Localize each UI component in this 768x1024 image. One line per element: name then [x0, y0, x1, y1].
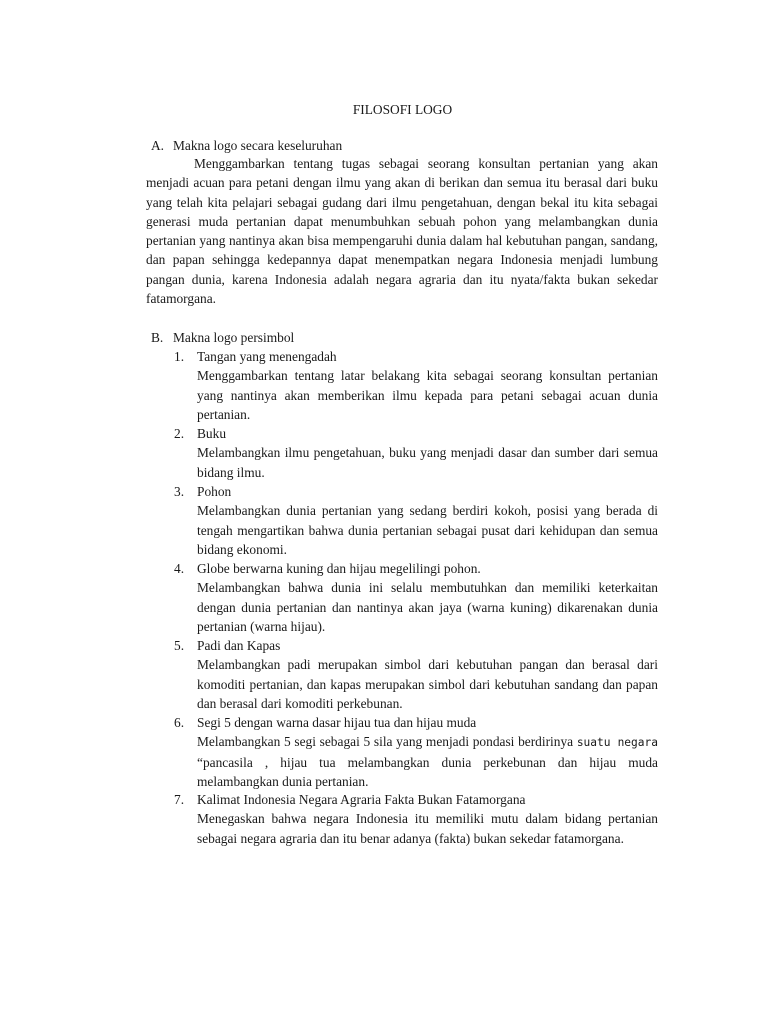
list-item-number: 1.: [174, 349, 185, 364]
section-a-paragraph: [146, 154, 658, 308]
section-b-letter: B.: [151, 330, 164, 345]
list-item: [174, 559, 658, 636]
list-item-title: Segi 5 dengan warna dasar hijau tua dan hijau muda: [197, 715, 477, 730]
list-item-title: Pohon: [197, 484, 232, 499]
list-item: [174, 790, 658, 848]
list-item-title: Globe berwarna kuning dan hijau megelilingi pohon.: [197, 561, 481, 576]
list-item-body: Melambangkan ilmu pengetahuan, buku yang menjadi dasar dan sumber dari semua bidang ilmu.: [197, 445, 658, 480]
section-a-heading-text: Makna logo secara keseluruhan: [173, 138, 343, 153]
list-item-number: 3.: [174, 484, 185, 499]
list-item: [174, 482, 658, 559]
section-a-letter: A.: [151, 138, 165, 153]
list-item-number: 7.: [174, 792, 185, 807]
list-item-title: Kalimat Indonesia Negara Agraria Fakta Bukan Fatamorgana: [197, 792, 526, 807]
list-item-title: Buku: [197, 426, 227, 441]
list-item-body: Melambangkan dunia pertanian yang sedang berdiri kokoh, posisi yang berada di tengah mengartikan bahwa dunia pertanian sebagai pusat dari kehidupan dan semua bidang ekonomi.: [197, 503, 658, 557]
list-item-number: 5.: [174, 638, 185, 653]
list-item-title: Padi dan Kapas: [197, 638, 281, 653]
section-b-heading: [151, 328, 294, 347]
list-item-body: Menggambarkan tentang latar belakang kita sebagai seorang konsultan pertanian yang nantinya akan memberikan ilmu kepada para petani sebagai acuan dunia pertanian.: [197, 368, 658, 422]
list-item-body: Melambangkan padi merupakan simbol dari kebutuhan pangan dan berasal dari komoditi pertanian, dan kapas merupakan simbol dari kebutuhan sandang dan papan dan berasal dari komoditi perkebunan.: [197, 657, 658, 711]
list-item-title: Tangan yang menengadah: [197, 349, 337, 364]
list-item: [174, 347, 658, 424]
list-item: [174, 636, 658, 713]
section-b-heading-text: Makna logo persimbol: [173, 330, 295, 345]
list-item: [174, 424, 658, 482]
list-item-number: 2.: [174, 426, 185, 441]
list-item-body-text: “pancasila , hijau tua melambangkan dunia perkebunan dan hijau muda melambangkan dunia pertanian.: [197, 754, 658, 789]
document-title: FILOSOFI LOGO: [352, 102, 453, 117]
list-item-number: 6.: [174, 715, 185, 730]
list-item-body: [197, 732, 658, 791]
list-item-body-text: Melambangkan 5 segi sebagai 5 sila yang menjadi pondasi berdirinya: [197, 734, 574, 750]
list-item: [174, 713, 658, 791]
list-item-body-mono-text: suatu negara: [576, 736, 658, 750]
list-item-number: 4.: [174, 561, 185, 576]
list-item-body: Melambangkan bahwa dunia ini selalu membutuhkan dan memiliki keterkaitan dengan dunia pertanian dan nantinya akan jaya (warna kuning) dikarenakan dunia pertanian (warna hijau).: [197, 580, 658, 634]
section-a-heading: [151, 136, 342, 155]
list-item-body: Menegaskan bahwa negara Indonesia itu memiliki mutu dalam bidang pertanian sebagai negara agraria dan itu benar adanya (fakta) bukan sekedar fatamorgana.: [197, 811, 658, 846]
section-a-paragraph-text: Menggambarkan tentang tugas sebagai seorang konsultan pertanian yang akan menjadi acuan para petani dengan ilmu yang akan di berikan dan semua itu berasal dari buku yang telah kita pelajari sebagai gudang dari ilmu pengetahuan, dengan bekal itu kita sebagai generasi muda pertanian dapat menumbuhkan sebuah pohon yang melambangkan dunia pertanian yang nantinya akan bisa mempengaruhi dunia dalam hal kebutuhan pangan, sandang, dan papan sehingga kedepannya dapat menempatkan negara Indonesia menjadi lumbung pangan dunia, karena Indonesia adalah negara agraria dan itu nyata/fakta bukan sekedar fatamorgana.: [146, 156, 658, 307]
